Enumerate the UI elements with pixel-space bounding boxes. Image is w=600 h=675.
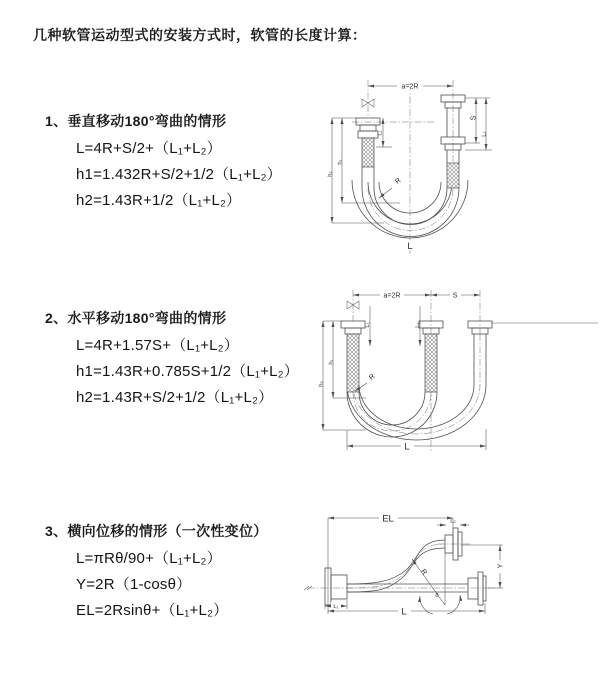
braided-section <box>447 163 459 188</box>
formula-line: h2=1.43R+1/2（L₁+L₂） <box>76 191 242 209</box>
dim-label-theta: θ <box>435 593 439 599</box>
dim-label-l2: L₂ <box>450 518 456 525</box>
dim-label-h2: h₂ <box>318 381 325 387</box>
dim-label-l: L <box>407 241 413 252</box>
diagram-lateral-displacement <box>300 502 510 627</box>
dim-label-r: R <box>394 177 403 186</box>
dim-label-l: L <box>401 606 407 618</box>
dim-label-s: S <box>470 115 478 121</box>
formula-line: h1=1.43R+0.785S+1/2（L₁+L₂） <box>76 362 299 380</box>
braided-section <box>362 138 374 167</box>
centerlines <box>353 290 598 452</box>
dim-label-l: L <box>404 441 410 453</box>
dim-label-s: S <box>452 292 458 300</box>
braided-section <box>425 334 437 392</box>
dim-label-l1: L₁ <box>377 130 384 136</box>
formula-line: L=4R+S/2+（L₁+L₂） <box>76 139 222 157</box>
section-vertical-180 <box>45 111 320 212</box>
lower-right-flange <box>468 572 486 605</box>
dim-label-a2r: a=2R <box>383 292 401 300</box>
formula-line: EL=2Rsinθ+（L₁+L₂） <box>76 601 229 619</box>
formula-line: h1=1.432R+S/2+1/2（L₁+L₂） <box>76 165 282 183</box>
section-2-heading: 2、水平移动180°弯曲的情形 <box>45 310 227 326</box>
section-3-heading: 3、横向位移的情形（一次性变位） <box>45 523 268 539</box>
dim-label-l1: L₁ <box>333 604 339 610</box>
left-pipe-fitting <box>341 321 365 392</box>
formula-line: Y=2R（1-cosθ） <box>76 575 192 593</box>
dim-label-y: Y <box>497 563 505 569</box>
formula-line: L=πRθ/90+（L₁+L₂） <box>76 549 222 567</box>
left-flange <box>325 568 347 605</box>
section-3-formulas <box>45 544 320 622</box>
formula-line: L=4R+1.57S+（L₁+L₂） <box>76 336 239 354</box>
section-1-formulas <box>45 134 320 212</box>
angle-construction <box>412 553 460 614</box>
left-pipe-fitting <box>356 118 380 167</box>
dim-label-l2: L₂ <box>481 131 488 137</box>
section-1-heading: 1、垂直移动180°弯曲的情形 <box>45 113 227 129</box>
dim-label-h1: h₁ <box>337 159 344 165</box>
dimension-lines <box>319 291 487 453</box>
braided-section <box>347 334 359 392</box>
dim-label-el: EL <box>382 513 394 525</box>
diagram-vertical-180-bend <box>312 62 502 262</box>
formula-line: h2=1.43R+S/2+1/2（L₁+L₂） <box>76 388 274 406</box>
hose-u-bend-position2 <box>347 334 486 440</box>
dim-label-r: R <box>419 568 428 577</box>
dim-label-r: R <box>368 373 377 382</box>
centerlines <box>304 544 496 590</box>
dim-label-h2: h₂ <box>327 171 334 177</box>
dim-label-l2: L₂ <box>415 322 421 328</box>
section-lateral-displacement <box>45 521 320 622</box>
dimension-lines <box>325 513 505 618</box>
page-title: 几种软管运动型式的安装方式时，软管的长度计算： <box>33 27 367 43</box>
section-horizontal-180 <box>45 308 320 409</box>
diagram-horizontal-180-bend <box>308 280 600 462</box>
dim-label-a2r: a=2R <box>401 83 419 91</box>
dim-label-l1: L₁ <box>365 322 371 328</box>
section-2-formulas <box>45 331 320 409</box>
dim-label-h1: h₁ <box>328 359 335 365</box>
